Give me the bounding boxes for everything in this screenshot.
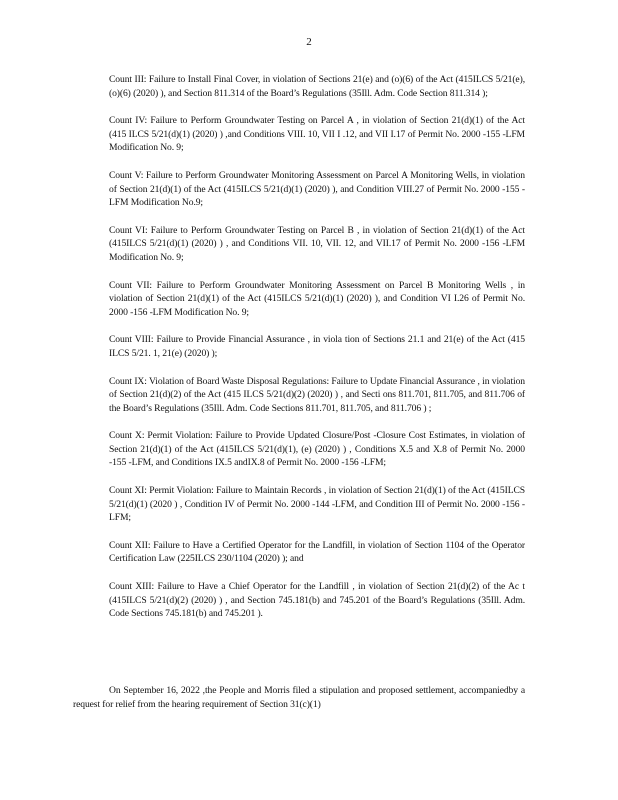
page-number: 2: [306, 36, 312, 48]
count-x: Count X: Permit Violation: Failure to Provide Updated Closure/Post -Closure Cost Estimates, in violation of Section 21(d)(1) of the Act (415ILCS 5/21(d)(1), (e) (2020) ) , Conditions X.5 and X.8 of Permit No. 2000 -155 -LFM, and Conditions IX.5 andIX.8 of Permit No. 2000 -156 -LFM;: [109, 430, 525, 469]
count-xii: Count XII: Failure to Have a Certified Operator for the Landfill, in violation of Section 1104 of the Operator Certification Law (225ILCS 230/1104 (2020) ); and: [109, 539, 525, 565]
closing-paragraph: On September 16, 2022 ,the People and Morris filed a stipulation and proposed settlement, accompaniedby a request for relief from the hearing requirement of Section 31(c)(1): [73, 685, 525, 710]
count-vi: Count VI: Failure to Perform Groundwater Testing on Parcel B , in violation of Section 21(d)(1) of the Act (415ILCS 5/21(d)(1) (2020) ) , and Conditions VII. 10, VII. 12, and VII.17 of Permit No. 2000 -156 -LFM Modification No. 9;: [109, 224, 525, 263]
count-ix: Count IX: Violation of Board Waste Disposal Regulations: Failure to Update Financial Assurance , in violation of Section 21(d)(2) of the Act (415 ILCS 5/21(d)(2) (2020) ) , and Secti ons 811.701, 811.705, and 811.706 of the Board’s Regulations (35Ill. Adm. Code Sections 811.701, 811.705, and 811.706 ) ;: [109, 375, 525, 414]
count-iv: Count IV: Failure to Perform Groundwater Testing on Parcel A , in violation of Section 21(d)(1) of the Act (415 ILCS 5/21(d)(1) (2020) ) ,and Conditions VIII. 10, VII I .12, and VII I.17 of Permit No. 2000 -155 -LFM Modification No. 9;: [109, 115, 525, 154]
count-xiii: Count XIII: Failure to Have a Chief Operator for the Landfill , in violation of Section 21(d)(2) of the Ac t (415ILCS 5/21(d)(2) (2020) ) , and Section 745.181(b) and 745.201 of the Board’s Regulations (35Ill. Adm. Code Sections 745.181(b) and 745.201 ).: [109, 581, 525, 620]
count-vii: Count VII: Failure to Perform Groundwater Monitoring Assessment on Parcel B Monitoring Wells , in violation of Section 21(d)(1) of the Act (415ILCS 5/21(d)(1) (2020) ), and Condition VI I.26 of Permit No. 2000 -156 -LFM Modification No. 9;: [109, 279, 525, 318]
count-list: [109, 73, 525, 635]
count-viii: Count VIII: Failure to Provide Financial Assurance , in viola tion of Sections 21.1 and 21(e) of the Act (415 ILCS 5/21. 1, 21(e) (2020) );: [109, 334, 525, 359]
count-v: Count V: Failure to Perform Groundwater Monitoring Assessment on Parcel A Monitoring Wells, in violation of Section 21(d)(1) of the Act (415ILCS 5/21(d)(1) (2020) ), and Condition VIII.27 of Permit No. 2000 -155 -LFM Modification No.9;: [109, 169, 525, 209]
count-iii: Count III: Failure to Install Final Cover, in violation of Sections 21(e) and (o)(6) of the Act (415ILCS 5/21(e), (o)(6) (2020) ), and Section 811.314 of the Board’s Regulations (35Ill. Adm. Code Section 811.314 );: [109, 74, 525, 99]
count-xi: Count XI: Permit Violation: Failure to Maintain Records , in violation of Section 21(d)(1) of the Act (415ILCS 5/21(d)(1) (2020 ) , Condition IV of Permit No. 2000 -144 -LFM, and Condition III of Permit No. 2000 -156 -LFM;: [109, 485, 525, 524]
